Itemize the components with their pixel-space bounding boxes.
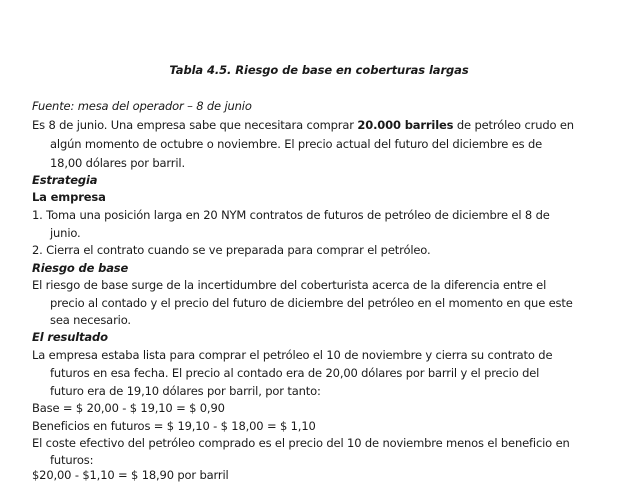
riesgo-line-2: precio al contado y el precio del futuro de diciembre del petróleo en el momento en que este [50, 296, 573, 310]
intro-text-a: Es 8 de junio. Una empresa sabe que necesitara comprar [32, 118, 358, 132]
intro-line-3: 18,00 dólares por barril. [50, 156, 185, 170]
intro-barrels-bold: 20.000 barriles [357, 118, 454, 132]
source-line: Fuente: mesa del operador – 8 de junio [32, 99, 252, 113]
step-2: 2. Cierra el contrato cuando se ve preparada para comprar el petróleo. [32, 243, 431, 257]
intro-text-c: de petróleo crudo en [453, 118, 574, 132]
step-1-line-2: junio. [50, 226, 81, 240]
table-title: Tabla 4.5. Riesgo de base en coberturas largas [169, 63, 469, 77]
riesgo-line-1: El riesgo de base surge de la incertidumbre del coberturista acerca de la diferencia entre el [32, 278, 547, 292]
base-calculation: Base = $ 20,00 - $ 19,10 = $ 0,90 [32, 401, 225, 415]
intro-line-2: algún momento de octubre o noviembre. El precio actual del futuro del diciembre es de [50, 137, 543, 151]
coste-line-1: El coste efectivo del petróleo comprado es el precio del 10 de noviembre menos el beneficio en [32, 436, 570, 450]
intro-line-1 [32, 116, 622, 135]
resultado-line-1: La empresa estaba lista para comprar el petróleo el 10 de noviembre y cierra su contrato de [32, 348, 553, 362]
heading-estrategia: Estrategia [32, 173, 98, 187]
resultado-line-2: futuros en esa fecha. El precio al contado era de 20,00 dólares por barril y el precio del [50, 366, 540, 380]
final-calculation: $20,00 - $1,10 = $ 18,90 por barril [32, 468, 229, 482]
riesgo-line-3: sea necesario. [50, 313, 131, 327]
heading-empresa: La empresa [32, 190, 106, 204]
step-1-line-1: 1. Toma una posición larga en 20 NYM contratos de futuros de petróleo de diciembre el 8 de [32, 208, 550, 222]
heading-riesgo: Riesgo de base [32, 261, 129, 275]
coste-line-2: futuros: [50, 453, 94, 467]
resultado-line-3: futuro era de 19,10 dólares por barril, por tanto: [50, 384, 321, 398]
beneficios-calculation: Beneficios en futuros = $ 19,10 - $ 18,00 = $ 1,10 [32, 419, 316, 433]
heading-resultado: El resultado [32, 330, 108, 344]
